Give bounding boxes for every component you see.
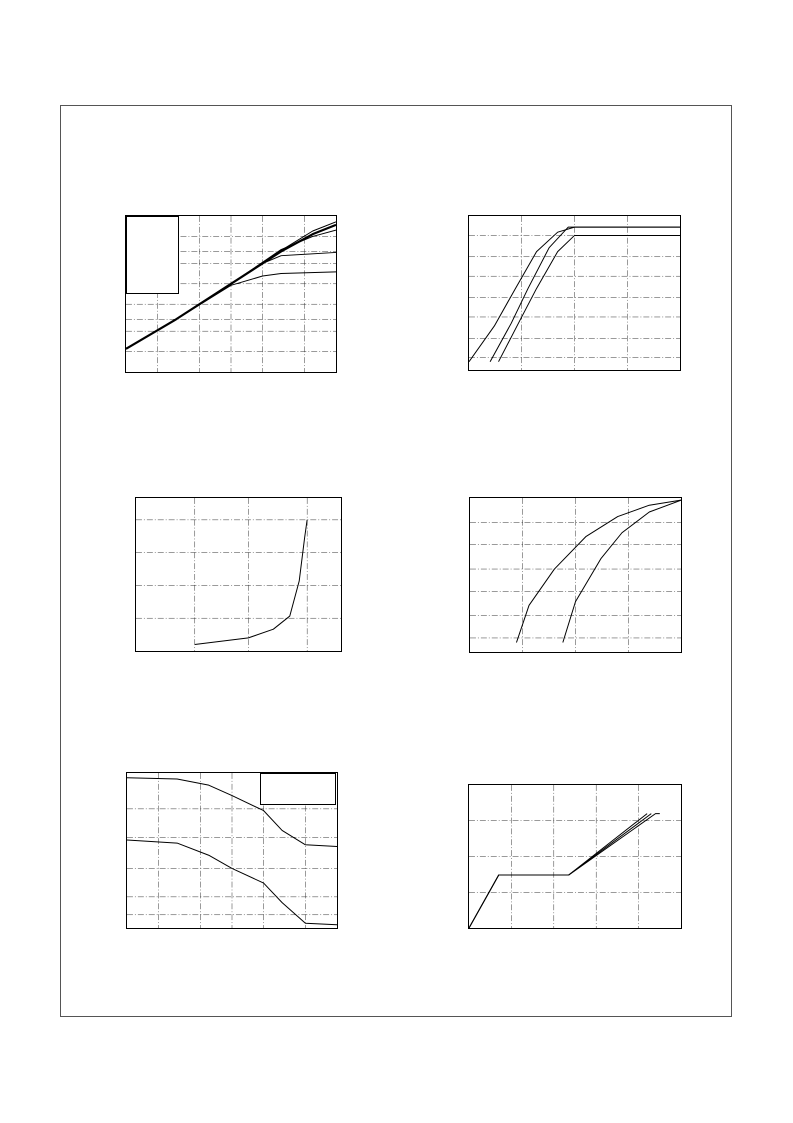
chart-5-legend-box: [260, 773, 336, 805]
chart6-series-1: [469, 814, 651, 928]
chart2-series-2: [499, 235, 680, 361]
chart-6-gate-charge-characteristics: [468, 784, 682, 929]
chart-3-svg: [136, 498, 341, 651]
chart6-series-0: [469, 814, 660, 928]
chart-4-body-diode-forward-voltage: [469, 497, 682, 653]
chart-3-on-resistance-variation: [135, 497, 342, 652]
chart2-series-1: [490, 227, 680, 362]
chart3-series-0: [195, 520, 307, 645]
chart-2-transfer-characteristics: [468, 215, 681, 371]
chart-1-legend-box: [126, 216, 179, 294]
chart-4-svg: [470, 498, 681, 652]
chart-6-svg: [469, 785, 681, 928]
chart6-series-2: [469, 814, 647, 928]
chart-2-svg: [469, 216, 680, 370]
chart-5-capacitance-characteristics: [126, 772, 338, 929]
chart4-series-0: [516, 500, 681, 642]
chart4-series-1: [563, 500, 681, 642]
chart-1-output-characteristics: [125, 215, 337, 373]
